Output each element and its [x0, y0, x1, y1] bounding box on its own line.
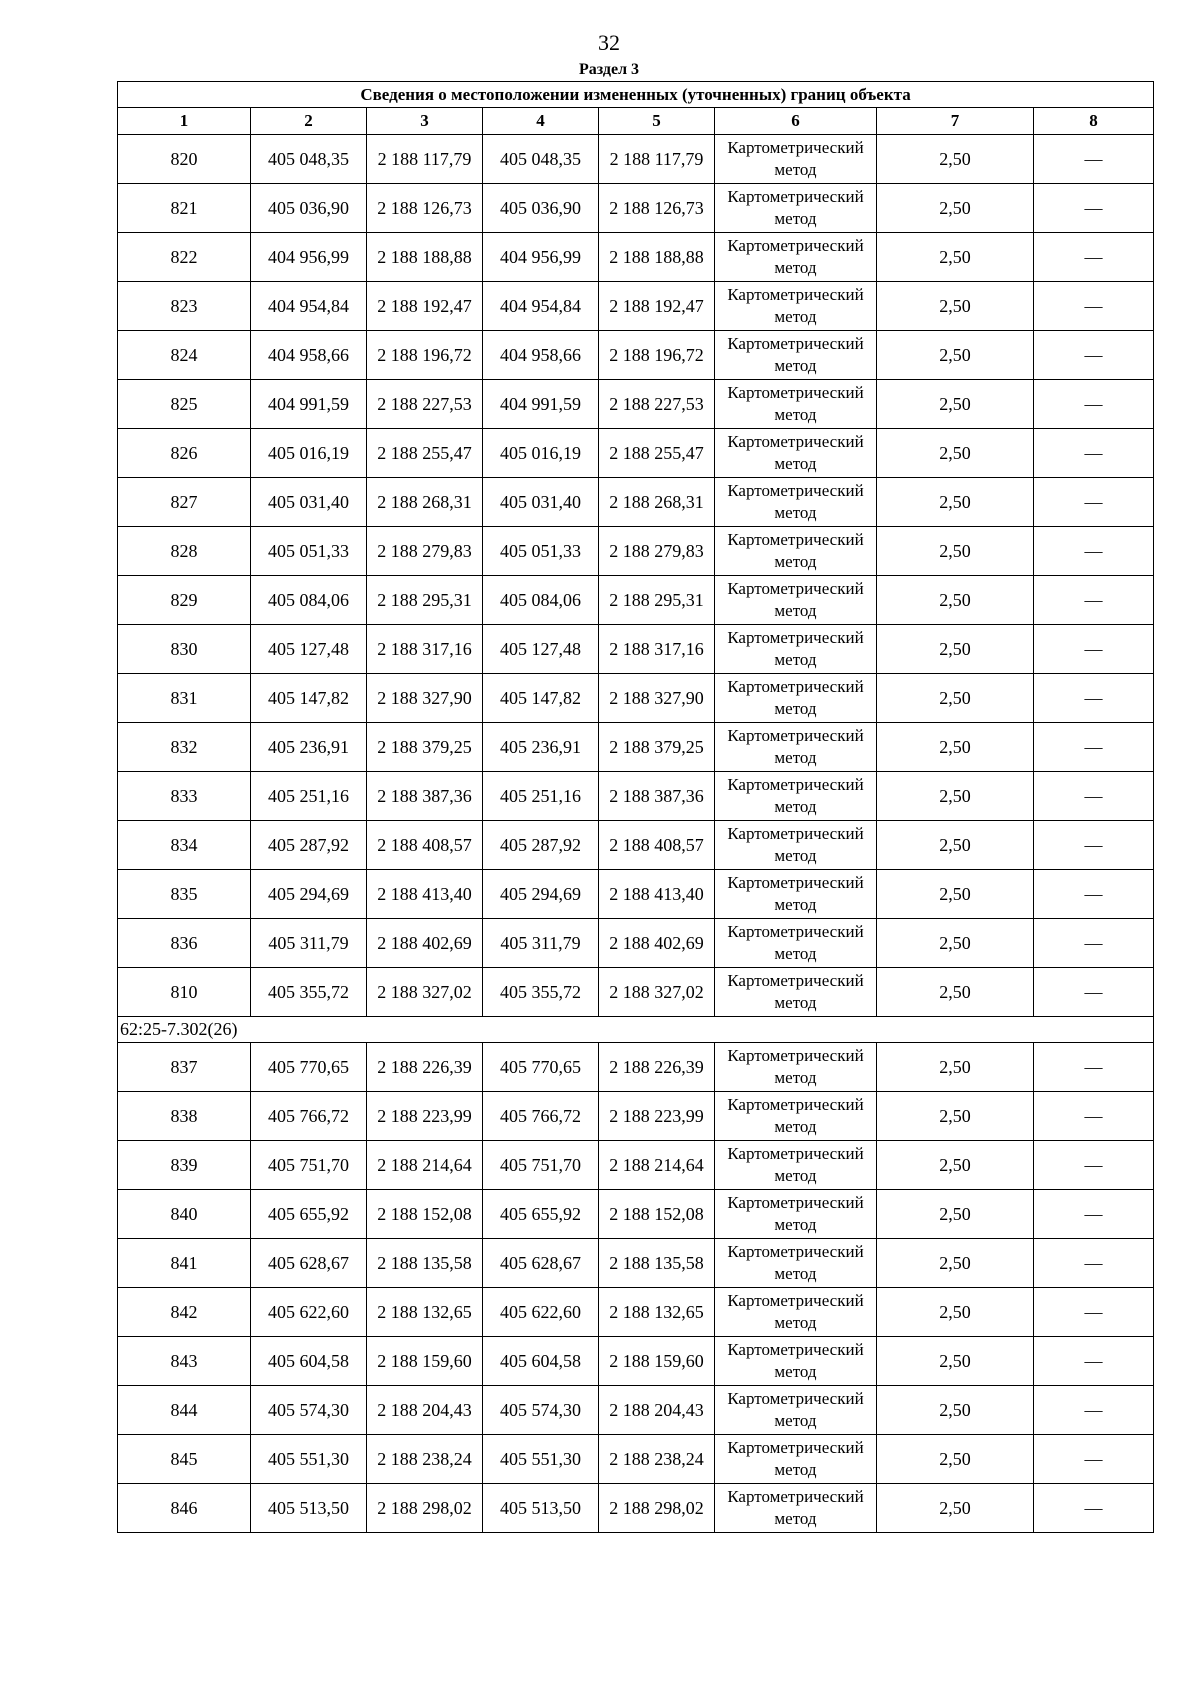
- x-existing-cell: 405 051,33: [251, 527, 367, 576]
- description-cell: —: [1034, 674, 1154, 723]
- table-row: [118, 1043, 1154, 1092]
- method-cell: Картометрический метод: [715, 1386, 877, 1435]
- table-row: [118, 135, 1154, 184]
- y-existing-cell: 2 188 117,79: [367, 135, 483, 184]
- y-refined-cell: 2 188 295,31: [599, 576, 715, 625]
- table-row: [118, 1141, 1154, 1190]
- point-number-cell: 835: [118, 870, 251, 919]
- description-cell: —: [1034, 870, 1154, 919]
- accuracy-cell: 2,50: [877, 674, 1034, 723]
- point-number-cell: 834: [118, 821, 251, 870]
- x-existing-cell: 405 311,79: [251, 919, 367, 968]
- x-existing-cell: 404 991,59: [251, 380, 367, 429]
- group-row: [118, 1017, 1154, 1043]
- method-cell: Картометрический метод: [715, 527, 877, 576]
- method-cell: Картометрический метод: [715, 429, 877, 478]
- table-row: [118, 968, 1154, 1017]
- point-number-cell: 832: [118, 723, 251, 772]
- description-cell: —: [1034, 723, 1154, 772]
- point-number-cell: 830: [118, 625, 251, 674]
- description-cell: —: [1034, 1435, 1154, 1484]
- point-number-cell: 845: [118, 1435, 251, 1484]
- x-refined-cell: 405 311,79: [483, 919, 599, 968]
- y-refined-cell: 2 188 159,60: [599, 1337, 715, 1386]
- description-cell: —: [1034, 135, 1154, 184]
- y-existing-cell: 2 188 188,88: [367, 233, 483, 282]
- accuracy-cell: 2,50: [877, 184, 1034, 233]
- x-refined-cell: 405 604,58: [483, 1337, 599, 1386]
- table-row: [118, 821, 1154, 870]
- y-existing-cell: 2 188 327,02: [367, 968, 483, 1017]
- y-existing-cell: 2 188 126,73: [367, 184, 483, 233]
- x-refined-cell: 405 655,92: [483, 1190, 599, 1239]
- y-existing-cell: 2 188 159,60: [367, 1337, 483, 1386]
- x-existing-cell: 405 294,69: [251, 870, 367, 919]
- group-label: 62:25-7.302(26): [118, 1017, 1154, 1043]
- accuracy-cell: 2,50: [877, 1141, 1034, 1190]
- method-cell: Картометрический метод: [715, 184, 877, 233]
- point-number-cell: 820: [118, 135, 251, 184]
- x-existing-cell: 405 147,82: [251, 674, 367, 723]
- point-number-cell: 843: [118, 1337, 251, 1386]
- method-cell: Картометрический метод: [715, 968, 877, 1017]
- method-cell: Картометрический метод: [715, 1337, 877, 1386]
- x-existing-cell: 405 036,90: [251, 184, 367, 233]
- description-cell: —: [1034, 429, 1154, 478]
- x-existing-cell: 405 287,92: [251, 821, 367, 870]
- y-refined-cell: 2 188 402,69: [599, 919, 715, 968]
- method-cell: Картометрический метод: [715, 1141, 877, 1190]
- x-existing-cell: 405 016,19: [251, 429, 367, 478]
- description-cell: —: [1034, 1092, 1154, 1141]
- y-existing-cell: 2 188 268,31: [367, 478, 483, 527]
- y-refined-cell: 2 188 238,24: [599, 1435, 715, 1484]
- accuracy-cell: 2,50: [877, 1239, 1034, 1288]
- y-existing-cell: 2 188 379,25: [367, 723, 483, 772]
- y-refined-cell: 2 188 268,31: [599, 478, 715, 527]
- method-cell: Картометрический метод: [715, 1484, 877, 1533]
- table-row: [118, 674, 1154, 723]
- x-existing-cell: 405 031,40: [251, 478, 367, 527]
- point-number-cell: 831: [118, 674, 251, 723]
- x-refined-cell: 404 958,66: [483, 331, 599, 380]
- x-refined-cell: 405 355,72: [483, 968, 599, 1017]
- point-number-cell: 846: [118, 1484, 251, 1533]
- boundary-coordinates-table: [117, 81, 1154, 1533]
- x-refined-cell: 405 147,82: [483, 674, 599, 723]
- y-existing-cell: 2 188 196,72: [367, 331, 483, 380]
- x-refined-cell: 405 551,30: [483, 1435, 599, 1484]
- accuracy-cell: 2,50: [877, 919, 1034, 968]
- x-refined-cell: 405 766,72: [483, 1092, 599, 1141]
- y-refined-cell: 2 188 387,36: [599, 772, 715, 821]
- table-row: [118, 919, 1154, 968]
- column-number: 4: [483, 108, 599, 135]
- method-cell: Картометрический метод: [715, 625, 877, 674]
- point-number-cell: 844: [118, 1386, 251, 1435]
- y-existing-cell: 2 188 238,24: [367, 1435, 483, 1484]
- y-refined-cell: 2 188 317,16: [599, 625, 715, 674]
- accuracy-cell: 2,50: [877, 1386, 1034, 1435]
- x-existing-cell: 405 766,72: [251, 1092, 367, 1141]
- description-cell: —: [1034, 1043, 1154, 1092]
- x-existing-cell: 405 751,70: [251, 1141, 367, 1190]
- x-existing-cell: 405 551,30: [251, 1435, 367, 1484]
- point-number-cell: 822: [118, 233, 251, 282]
- method-cell: Картометрический метод: [715, 135, 877, 184]
- y-refined-cell: 2 188 152,08: [599, 1190, 715, 1239]
- y-refined-cell: 2 188 279,83: [599, 527, 715, 576]
- description-cell: —: [1034, 1239, 1154, 1288]
- point-number-cell: 836: [118, 919, 251, 968]
- description-cell: —: [1034, 576, 1154, 625]
- accuracy-cell: 2,50: [877, 527, 1034, 576]
- y-refined-cell: 2 188 227,53: [599, 380, 715, 429]
- y-existing-cell: 2 188 214,64: [367, 1141, 483, 1190]
- y-existing-cell: 2 188 192,47: [367, 282, 483, 331]
- column-number: 3: [367, 108, 483, 135]
- accuracy-cell: 2,50: [877, 429, 1034, 478]
- method-cell: Картометрический метод: [715, 233, 877, 282]
- table-row: [118, 1190, 1154, 1239]
- point-number-cell: 838: [118, 1092, 251, 1141]
- method-cell: Картометрический метод: [715, 723, 877, 772]
- y-existing-cell: 2 188 408,57: [367, 821, 483, 870]
- y-refined-cell: 2 188 223,99: [599, 1092, 715, 1141]
- y-refined-cell: 2 188 135,58: [599, 1239, 715, 1288]
- accuracy-cell: 2,50: [877, 1484, 1034, 1533]
- method-cell: Картометрический метод: [715, 674, 877, 723]
- accuracy-cell: 2,50: [877, 821, 1034, 870]
- description-cell: —: [1034, 1288, 1154, 1337]
- accuracy-cell: 2,50: [877, 478, 1034, 527]
- x-existing-cell: 405 574,30: [251, 1386, 367, 1435]
- method-cell: Картометрический метод: [715, 1435, 877, 1484]
- column-number: 8: [1034, 108, 1154, 135]
- y-refined-cell: 2 188 204,43: [599, 1386, 715, 1435]
- table-row: [118, 1239, 1154, 1288]
- x-existing-cell: 405 628,67: [251, 1239, 367, 1288]
- y-existing-cell: 2 188 135,58: [367, 1239, 483, 1288]
- accuracy-cell: 2,50: [877, 233, 1034, 282]
- x-refined-cell: 405 287,92: [483, 821, 599, 870]
- description-cell: —: [1034, 527, 1154, 576]
- x-refined-cell: 405 294,69: [483, 870, 599, 919]
- description-cell: —: [1034, 1337, 1154, 1386]
- y-existing-cell: 2 188 132,65: [367, 1288, 483, 1337]
- accuracy-cell: 2,50: [877, 1337, 1034, 1386]
- table-row: [118, 723, 1154, 772]
- x-existing-cell: 405 355,72: [251, 968, 367, 1017]
- y-existing-cell: 2 188 298,02: [367, 1484, 483, 1533]
- accuracy-cell: 2,50: [877, 870, 1034, 919]
- description-cell: —: [1034, 1190, 1154, 1239]
- table-body: [118, 135, 1154, 1533]
- table-row: [118, 772, 1154, 821]
- table-row: [118, 282, 1154, 331]
- y-refined-cell: 2 188 413,40: [599, 870, 715, 919]
- x-refined-cell: 405 084,06: [483, 576, 599, 625]
- table-row: [118, 576, 1154, 625]
- method-cell: Картометрический метод: [715, 282, 877, 331]
- x-refined-cell: 404 991,59: [483, 380, 599, 429]
- table-row: [118, 331, 1154, 380]
- y-existing-cell: 2 188 227,53: [367, 380, 483, 429]
- method-cell: Картометрический метод: [715, 1288, 877, 1337]
- y-existing-cell: 2 188 255,47: [367, 429, 483, 478]
- point-number-cell: 833: [118, 772, 251, 821]
- accuracy-cell: 2,50: [877, 625, 1034, 674]
- y-existing-cell: 2 188 317,16: [367, 625, 483, 674]
- description-cell: —: [1034, 919, 1154, 968]
- y-refined-cell: 2 188 226,39: [599, 1043, 715, 1092]
- accuracy-cell: 2,50: [877, 723, 1034, 772]
- y-existing-cell: 2 188 402,69: [367, 919, 483, 968]
- x-refined-cell: 405 016,19: [483, 429, 599, 478]
- point-number-cell: 841: [118, 1239, 251, 1288]
- description-cell: —: [1034, 625, 1154, 674]
- x-refined-cell: 404 954,84: [483, 282, 599, 331]
- table-row: [118, 233, 1154, 282]
- description-cell: —: [1034, 184, 1154, 233]
- x-existing-cell: 405 127,48: [251, 625, 367, 674]
- accuracy-cell: 2,50: [877, 1092, 1034, 1141]
- description-cell: —: [1034, 380, 1154, 429]
- x-refined-cell: 405 770,65: [483, 1043, 599, 1092]
- y-existing-cell: 2 188 327,90: [367, 674, 483, 723]
- table-row: [118, 1288, 1154, 1337]
- column-number: 5: [599, 108, 715, 135]
- x-existing-cell: 404 956,99: [251, 233, 367, 282]
- y-refined-cell: 2 188 117,79: [599, 135, 715, 184]
- accuracy-cell: 2,50: [877, 1043, 1034, 1092]
- x-refined-cell: 405 036,90: [483, 184, 599, 233]
- y-refined-cell: 2 188 327,02: [599, 968, 715, 1017]
- x-refined-cell: 405 513,50: [483, 1484, 599, 1533]
- x-refined-cell: 405 251,16: [483, 772, 599, 821]
- y-existing-cell: 2 188 223,99: [367, 1092, 483, 1141]
- x-existing-cell: 405 084,06: [251, 576, 367, 625]
- method-cell: Картометрический метод: [715, 380, 877, 429]
- x-refined-cell: 405 751,70: [483, 1141, 599, 1190]
- x-existing-cell: 405 251,16: [251, 772, 367, 821]
- x-existing-cell: 405 655,92: [251, 1190, 367, 1239]
- description-cell: —: [1034, 821, 1154, 870]
- x-refined-cell: 404 956,99: [483, 233, 599, 282]
- point-number-cell: 826: [118, 429, 251, 478]
- y-refined-cell: 2 188 379,25: [599, 723, 715, 772]
- x-existing-cell: 404 954,84: [251, 282, 367, 331]
- y-refined-cell: 2 188 126,73: [599, 184, 715, 233]
- point-number-cell: 842: [118, 1288, 251, 1337]
- y-refined-cell: 2 188 214,64: [599, 1141, 715, 1190]
- method-cell: Картометрический метод: [715, 478, 877, 527]
- section-title: Раздел 3: [578, 61, 640, 78]
- point-number-cell: 827: [118, 478, 251, 527]
- y-existing-cell: 2 188 295,31: [367, 576, 483, 625]
- x-refined-cell: 405 048,35: [483, 135, 599, 184]
- table-row: [118, 184, 1154, 233]
- y-existing-cell: 2 188 204,43: [367, 1386, 483, 1435]
- table-row: [118, 1386, 1154, 1435]
- x-existing-cell: 405 770,65: [251, 1043, 367, 1092]
- column-number: 7: [877, 108, 1034, 135]
- description-cell: —: [1034, 233, 1154, 282]
- accuracy-cell: 2,50: [877, 380, 1034, 429]
- method-cell: Картометрический метод: [715, 1239, 877, 1288]
- x-refined-cell: 405 051,33: [483, 527, 599, 576]
- point-number-cell: 824: [118, 331, 251, 380]
- method-cell: Картометрический метод: [715, 870, 877, 919]
- method-cell: Картометрический метод: [715, 1043, 877, 1092]
- x-existing-cell: 405 048,35: [251, 135, 367, 184]
- column-number: 2: [251, 108, 367, 135]
- column-number: 1: [118, 108, 251, 135]
- accuracy-cell: 2,50: [877, 1435, 1034, 1484]
- y-existing-cell: 2 188 413,40: [367, 870, 483, 919]
- x-existing-cell: 405 236,91: [251, 723, 367, 772]
- point-number-cell: 821: [118, 184, 251, 233]
- y-existing-cell: 2 188 152,08: [367, 1190, 483, 1239]
- table-row: [118, 429, 1154, 478]
- description-cell: —: [1034, 1484, 1154, 1533]
- accuracy-cell: 2,50: [877, 331, 1034, 380]
- method-cell: Картометрический метод: [715, 1092, 877, 1141]
- method-cell: Картометрический метод: [715, 772, 877, 821]
- method-cell: Картометрический метод: [715, 821, 877, 870]
- accuracy-cell: 2,50: [877, 282, 1034, 331]
- x-refined-cell: 405 574,30: [483, 1386, 599, 1435]
- column-number-row: [118, 108, 1154, 135]
- x-refined-cell: 405 127,48: [483, 625, 599, 674]
- description-cell: —: [1034, 968, 1154, 1017]
- x-existing-cell: 405 604,58: [251, 1337, 367, 1386]
- point-number-cell: 825: [118, 380, 251, 429]
- x-refined-cell: 405 622,60: [483, 1288, 599, 1337]
- page-number: 32: [598, 30, 620, 55]
- x-refined-cell: 405 031,40: [483, 478, 599, 527]
- description-cell: —: [1034, 1141, 1154, 1190]
- accuracy-cell: 2,50: [877, 135, 1034, 184]
- y-refined-cell: 2 188 327,90: [599, 674, 715, 723]
- x-existing-cell: 405 513,50: [251, 1484, 367, 1533]
- description-cell: —: [1034, 772, 1154, 821]
- table-row: [118, 380, 1154, 429]
- x-existing-cell: 404 958,66: [251, 331, 367, 380]
- point-number-cell: 837: [118, 1043, 251, 1092]
- method-cell: Картометрический метод: [715, 331, 877, 380]
- description-cell: —: [1034, 331, 1154, 380]
- point-number-cell: 840: [118, 1190, 251, 1239]
- accuracy-cell: 2,50: [877, 576, 1034, 625]
- column-number: 6: [715, 108, 877, 135]
- table-row: [118, 478, 1154, 527]
- y-existing-cell: 2 188 279,83: [367, 527, 483, 576]
- y-refined-cell: 2 188 192,47: [599, 282, 715, 331]
- description-cell: —: [1034, 1386, 1154, 1435]
- description-cell: —: [1034, 282, 1154, 331]
- table-row: [118, 1484, 1154, 1533]
- point-number-cell: 810: [118, 968, 251, 1017]
- accuracy-cell: 2,50: [877, 968, 1034, 1017]
- table-row: [118, 870, 1154, 919]
- x-existing-cell: 405 622,60: [251, 1288, 367, 1337]
- y-existing-cell: 2 188 226,39: [367, 1043, 483, 1092]
- description-cell: —: [1034, 478, 1154, 527]
- y-existing-cell: 2 188 387,36: [367, 772, 483, 821]
- point-number-cell: 829: [118, 576, 251, 625]
- table-row: [118, 1435, 1154, 1484]
- method-cell: Картометрический метод: [715, 576, 877, 625]
- table-caption: Сведения о местоположении измененных (уточненных) границ объекта: [118, 82, 1154, 108]
- y-refined-cell: 2 188 408,57: [599, 821, 715, 870]
- y-refined-cell: 2 188 196,72: [599, 331, 715, 380]
- table-row: [118, 1337, 1154, 1386]
- point-number-cell: 839: [118, 1141, 251, 1190]
- accuracy-cell: 2,50: [877, 1288, 1034, 1337]
- y-refined-cell: 2 188 255,47: [599, 429, 715, 478]
- point-number-cell: 828: [118, 527, 251, 576]
- y-refined-cell: 2 188 298,02: [599, 1484, 715, 1533]
- method-cell: Картометрический метод: [715, 1190, 877, 1239]
- accuracy-cell: 2,50: [877, 1190, 1034, 1239]
- x-refined-cell: 405 628,67: [483, 1239, 599, 1288]
- table-row: [118, 1092, 1154, 1141]
- accuracy-cell: 2,50: [877, 772, 1034, 821]
- point-number-cell: 823: [118, 282, 251, 331]
- y-refined-cell: 2 188 188,88: [599, 233, 715, 282]
- x-refined-cell: 405 236,91: [483, 723, 599, 772]
- method-cell: Картометрический метод: [715, 919, 877, 968]
- table-row: [118, 527, 1154, 576]
- y-refined-cell: 2 188 132,65: [599, 1288, 715, 1337]
- table-row: [118, 625, 1154, 674]
